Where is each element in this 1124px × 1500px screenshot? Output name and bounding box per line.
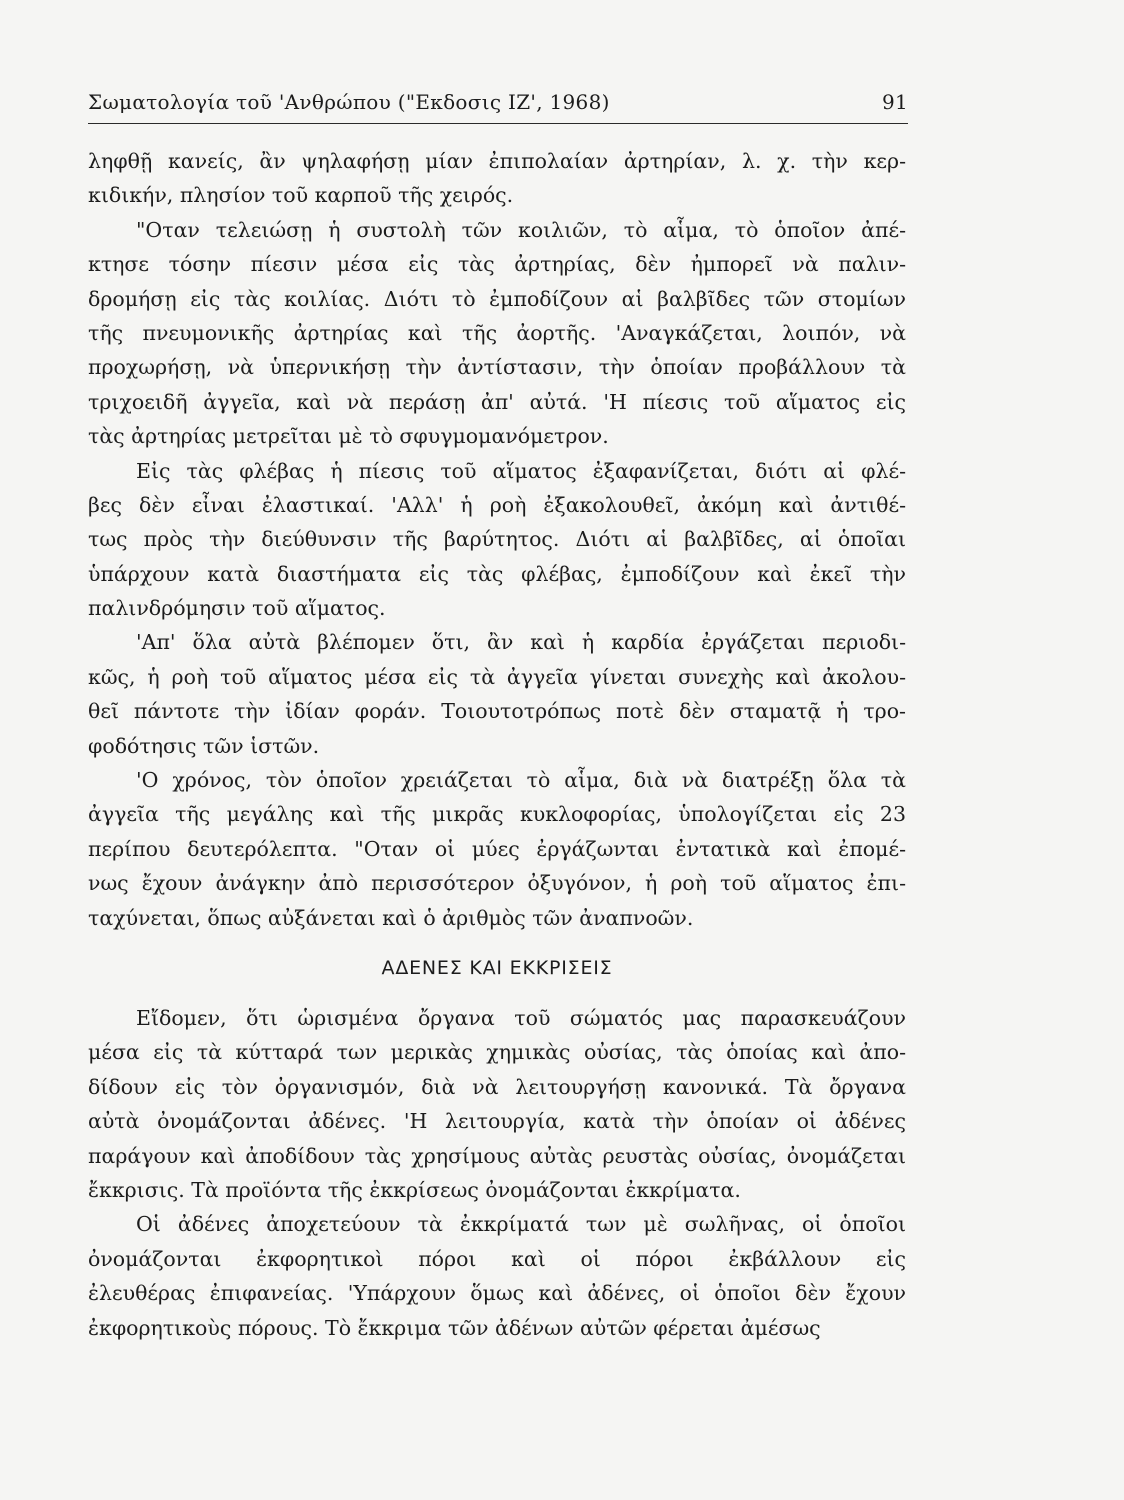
header-rule	[88, 123, 908, 124]
text-line: τριχοειδῆ ἀγγεῖα, καὶ νὰ περάσῃ ἀπ' αὐτά. 'Η πίεσις τοῦ αἵματος εἰς	[88, 389, 906, 414]
paragraph	[88, 1207, 906, 1345]
text-line: ὀνομάζονται ἐκφορητικοὶ πόροι καὶ οἱ πόροι ἐκβάλλουν εἰς	[88, 1246, 906, 1271]
body-text	[88, 144, 906, 1345]
text-line: παράγουν καὶ ἀποδίδουν τὰς χρησίμους αὐτὰς ρευστὰς οὐσίας, ὀνομάζεται	[88, 1143, 906, 1168]
text-line: ταχύνεται, ὅπως αὐξάνεται καὶ ὁ ἀριθμὸς τῶν ἀναπνοῶν.	[88, 905, 694, 930]
text-line: θεῖ πάντοτε τὴν ἰδίαν φοράν. Τοιουτοτρόπως ποτὲ δὲν σταματᾷ ἡ τρο-	[88, 699, 906, 724]
text-line: τὰς ἀρτηρίας μετρεῖται μὲ τὸ σφυγμομανόμετρον.	[88, 424, 609, 449]
text-line: Εἴδομεν, ὅτι ὡρισμένα ὄργανα τοῦ σώματός μας παρασκευάζουν	[136, 1005, 906, 1030]
paragraph	[88, 763, 906, 935]
text-line: κῶς, ἡ ροὴ τοῦ αἵματος μέσα εἰς τὰ ἀγγεῖα γίνεται συνεχὴς καὶ ἀκολου-	[88, 664, 906, 689]
text-line: 'Απ' ὅλα αὐτὰ βλέπομεν ὅτι, ἂν καὶ ἡ καρδία ἐργάζεται περιοδι-	[136, 630, 906, 655]
text-line: ἔκκρισις. Τὰ προϊόντα τῆς ἐκκρίσεως ὀνομάζονται ἐκκρίματα.	[88, 1177, 741, 1202]
text-line: 'Ο χρόνος, τὸν ὁποῖον χρειάζεται τὸ αἷμα, διὰ νὰ διατρέξῃ ὅλα τὰ	[136, 768, 906, 793]
text-section-glands	[88, 1001, 906, 1345]
text-line: μέσα εἰς τὰ κύτταρά των μερικὰς χημικὰς οὐσίας, τὰς ὁποίας καὶ ἀπο-	[88, 1040, 906, 1065]
text-line: κιδικήν, πλησίον τοῦ καρποῦ τῆς χειρός.	[88, 183, 514, 208]
text-line: τῆς πνευμονικῆς ἀρτηρίας καὶ τῆς ἀορτῆς. 'Αναγκάζεται, λοιπόν, νὰ	[88, 320, 906, 345]
text-line: φοδότησις τῶν ἱστῶν.	[88, 733, 320, 758]
running-title: Σωματολογία τοῦ 'Ανθρώπου ("Εκδοσις ΙΖ', 1968)	[88, 90, 610, 114]
text-line: προχωρήσῃ, νὰ ὑπερνικήσῃ τὴν ἀντίστασιν, τὴν ὁποίαν προβάλλουν τὰ	[88, 355, 906, 380]
paragraph	[88, 1001, 906, 1207]
text-line: δρομήσῃ εἰς τὰς κοιλίας. Διότι τὸ ἐμποδίζουν αἱ βαλβῖδες τῶν στομίων	[88, 286, 906, 311]
text-line: δίδουν εἰς τὸν ὀργανισμόν, διὰ νὰ λειτουργήσῃ κανονικά. Τὰ ὄργανα	[88, 1074, 906, 1099]
text-line: ὑπάρχουν κατὰ διαστήματα εἰς τὰς φλέβας, ἐμποδίζουν καὶ ἐκεῖ τὴν	[88, 561, 906, 586]
text-line: αὐτὰ ὀνομάζονται ἀδένες. 'Η λειτουργία, κατὰ τὴν ὁποίαν οἱ ἀδένες	[88, 1109, 906, 1134]
paragraph	[88, 454, 906, 626]
text-line: ἀγγεῖα τῆς μεγάλης καὶ τῆς μικρᾶς κυκλοφορίας, ὑπολογίζεται εἰς 23	[88, 802, 906, 827]
paragraph	[88, 625, 906, 763]
text-line: νως ἔχουν ἀνάγκην ἀπὸ περισσότερον ὀξυγόνον, ἡ ροὴ τοῦ αἵματος ἐπι-	[88, 871, 906, 896]
text-line: ἐκφορητικοὺς πόρους. Τὸ ἔκκριμα τῶν ἀδένων αὐτῶν φέρεται ἀμέσως	[88, 1315, 821, 1340]
page-number: 91	[881, 90, 908, 114]
text-line: "Οταν τελειώσῃ ἡ συστολὴ τῶν κοιλιῶν, τὸ αἷμα, τὸ ὁποῖον ἀπέ-	[136, 217, 906, 242]
text-line: τως πρὸς τὴν διεύθυνσιν τῆς βαρύτητος. Διότι αἱ βαλβῖδες, αἱ ὁποῖαι	[88, 527, 906, 552]
running-header	[88, 84, 908, 124]
text-line: ἐλευθέρας ἐπιφανείας. 'Υπάρχουν ὅμως καὶ ἀδένες, οἱ ὁποῖοι δὲν ἔχουν	[88, 1281, 906, 1306]
section-heading: ΑΔΕΝΕΣ ΚΑΙ ΕΚΚΡΙΣΕΙΣ	[381, 956, 613, 979]
text-line: Εἰς τὰς φλέβας ἡ πίεσις τοῦ αἵματος ἐξαφανίζεται, διότι αἱ φλέ-	[136, 458, 906, 483]
text-line: περίπου δευτερόλεπτα. "Οταν οἱ μύες ἐργάζωνται ἐντατικὰ καὶ ἐπομέ-	[88, 836, 906, 861]
text-line: βες δὲν εἶναι ἐλαστικαί. 'Αλλ' ἡ ροὴ ἐξακολουθεῖ, ἀκόμη καὶ ἀντιθέ-	[88, 492, 906, 517]
text-line: παλινδρόμησιν τοῦ αἵματος.	[88, 596, 386, 621]
text-line: κτησε τόσην πίεσιν μέσα εἰς τὰς ἀρτηρίας, δὲν ἠμπορεῖ νὰ παλιν-	[88, 252, 906, 277]
text-line: ληφθῇ κανείς, ἂν ψηλαφήσῃ μίαν ἐπιπολαίαν ἀρτηρίαν, λ. χ. τὴν κερ-	[88, 149, 906, 173]
text-section-circulation	[88, 144, 906, 935]
paragraph	[88, 144, 906, 213]
text-line: Οἱ ἀδένες ἀποχετεύουν τὰ ἐκκρίματά των μὲ σωλῆνας, οἱ ὁποῖοι	[136, 1212, 906, 1237]
paragraph	[88, 213, 906, 454]
section-heading-block	[88, 935, 906, 1001]
